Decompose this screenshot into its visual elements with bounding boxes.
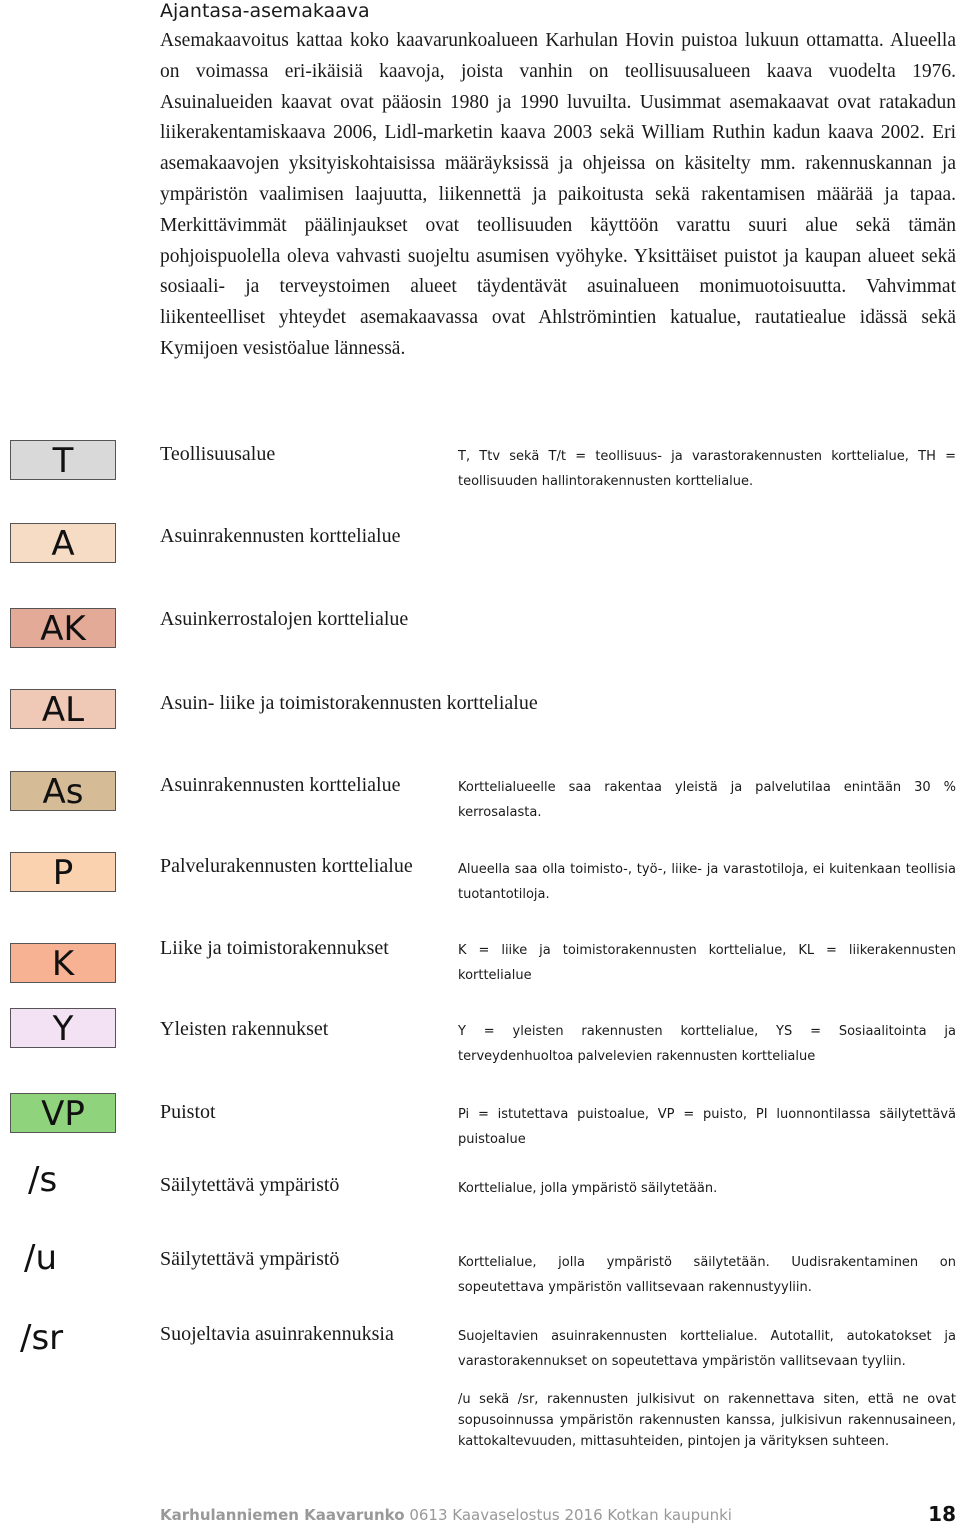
legend-name: Asuinkerrostalojen korttelialue (160, 608, 409, 630)
intro-paragraph: Asemakaavoitus kattaa koko kaavarunkoalueen Karhulan Hovin puistoa lukuun ottamatta. Alueella on voimassa eri-ikäisiä kaavoja, joista vanhin on teollisuusalueen kaava vuodelta 1976. Asuinalueiden kaavat ovat pääosin 1980 ja 1990 luvuilta. Uusimmat asemakaavat ovat ratakadun liikerakentamiskaava 2006, Lidl-marketin kaava 2003 sekä William Ruthin kadun kaava 2002. Eri asemakaavojen yksityiskohtaisissa määräyksissä ja ohjeissa on käsitelty mm. rakennuskannan ja ympäristön vaalimisen laajuutta, liikennettä ja paikoitusta sekä rakentamisen määrää ja tapaa. Merkittävimmät päälinjaukset ovat teollisuuden käyttöön varattu suuri alue sekä tämän pohjoispuolella oleva vahvasti suojeltu asumisen vyöhyke. Yksittäiset puistot ja kaupan alueet sekä sosiaali- ja terveystoimen alueet täydentävät asuinalueen monimuotoisuutta. Vahvimmat liikenteelliset yhteydet asemakaavassa ovat Ahlströmintien katualue, rautatiealue idässä sekä Kymijoen vesistöalue lännessä. (160, 30, 956, 359)
legend-name: Asuinrakennusten korttelialue (160, 525, 401, 547)
legend-name: Palvelurakennusten korttelialue (160, 855, 413, 877)
legend-desc: Korttelialue, jolla ympäristö säilytetään. Uudisrakentaminen on sopeutettava ympäristön vallitsevaan rakennustyyliin. (458, 1255, 956, 1295)
legend-desc: T, Ttv sekä T/t = teollisuus- ja varastorakennusten korttelialue, TH = teollisuuden hallintorakennusten korttelialue. (458, 449, 956, 489)
swatch-p: P (10, 852, 116, 892)
legend-desc: K = liike ja toimistorakennusten korttelialue, KL = liikerakennusten korttelialue (458, 943, 956, 983)
swatch-vp: VP (10, 1093, 116, 1133)
legend-desc: Korttelialue, jolla ympäristö säilytetään. (458, 1181, 718, 1196)
footer-brand: Karhulanniemen Kaavarunko (160, 1506, 405, 1524)
note-paragraph: /u sekä /sr, rakennusten julkisivut on rakennettava siten, että ne ovat sopusoinnussa ympäristön rakennusten kanssa, julkisivun rakennusaineen, kattokaltevuuden, mittasuhteiden, pintojen ja värityksen suhteen. (458, 1392, 956, 1449)
legend-name: Liike ja toimistorakennukset (160, 937, 389, 959)
legend-desc: Alueella saa olla toimisto-, työ-, liike- ja varastotiloja, ei kuitenkaan teollisia tuotantotiloja. (458, 862, 956, 902)
legend-name: Säilytettävä ympäristö (160, 1248, 340, 1270)
symbol-sr: /sr (20, 1318, 64, 1358)
page-footer (160, 1502, 956, 1526)
legend-name: Asuin- liike ja toimistorakennusten korttelialue (160, 692, 538, 714)
swatch-al: AL (10, 689, 116, 729)
legend-name: Teollisuusalue (160, 443, 276, 465)
legend-name: Suojeltavia asuinrakennuksia (160, 1323, 394, 1345)
legend-desc: Korttelialueelle saa rakentaa yleistä ja palvelutilaa enintään 30 % kerrosalasta. (458, 780, 956, 820)
swatch-t: T (10, 440, 116, 480)
swatch-as: As (10, 771, 116, 811)
legend-name: Yleisten rakennukset (160, 1018, 329, 1040)
legend-name: Puistot (160, 1101, 216, 1123)
swatch-k: K (10, 943, 116, 983)
section-heading: Ajantasa-asemakaava (160, 0, 370, 22)
footer-doc: 0613 Kaavaselostus 2016 Kotkan kaupunki (409, 1506, 732, 1524)
legend-desc: Suojeltavien asuinrakennusten korttelialue. Autotallit, autokatokset ja varastorakennukset on sopeutettava ympäristön vallitsevaan tyyliin. (458, 1329, 956, 1369)
legend-desc: Y = yleisten rakennusten korttelialue, YS = Sosiaalitointa ja terveydenhuoltoa palvelevien rakennusten korttelialue (458, 1024, 956, 1064)
legend-desc: Pi = istutettava puistoalue, VP = puisto, PI luonnontilassa säilytettävä puistoalue (458, 1107, 956, 1147)
symbol-s: /s (28, 1160, 58, 1200)
legend-name: Asuinrakennusten korttelialue (160, 774, 401, 796)
swatch-ak: AK (10, 608, 116, 648)
symbol-u: /u (24, 1238, 58, 1278)
page-number: 18 (928, 1502, 956, 1526)
legend-name: Säilytettävä ympäristö (160, 1174, 340, 1196)
swatch-a: A (10, 523, 116, 563)
swatch-y: Y (10, 1008, 116, 1048)
